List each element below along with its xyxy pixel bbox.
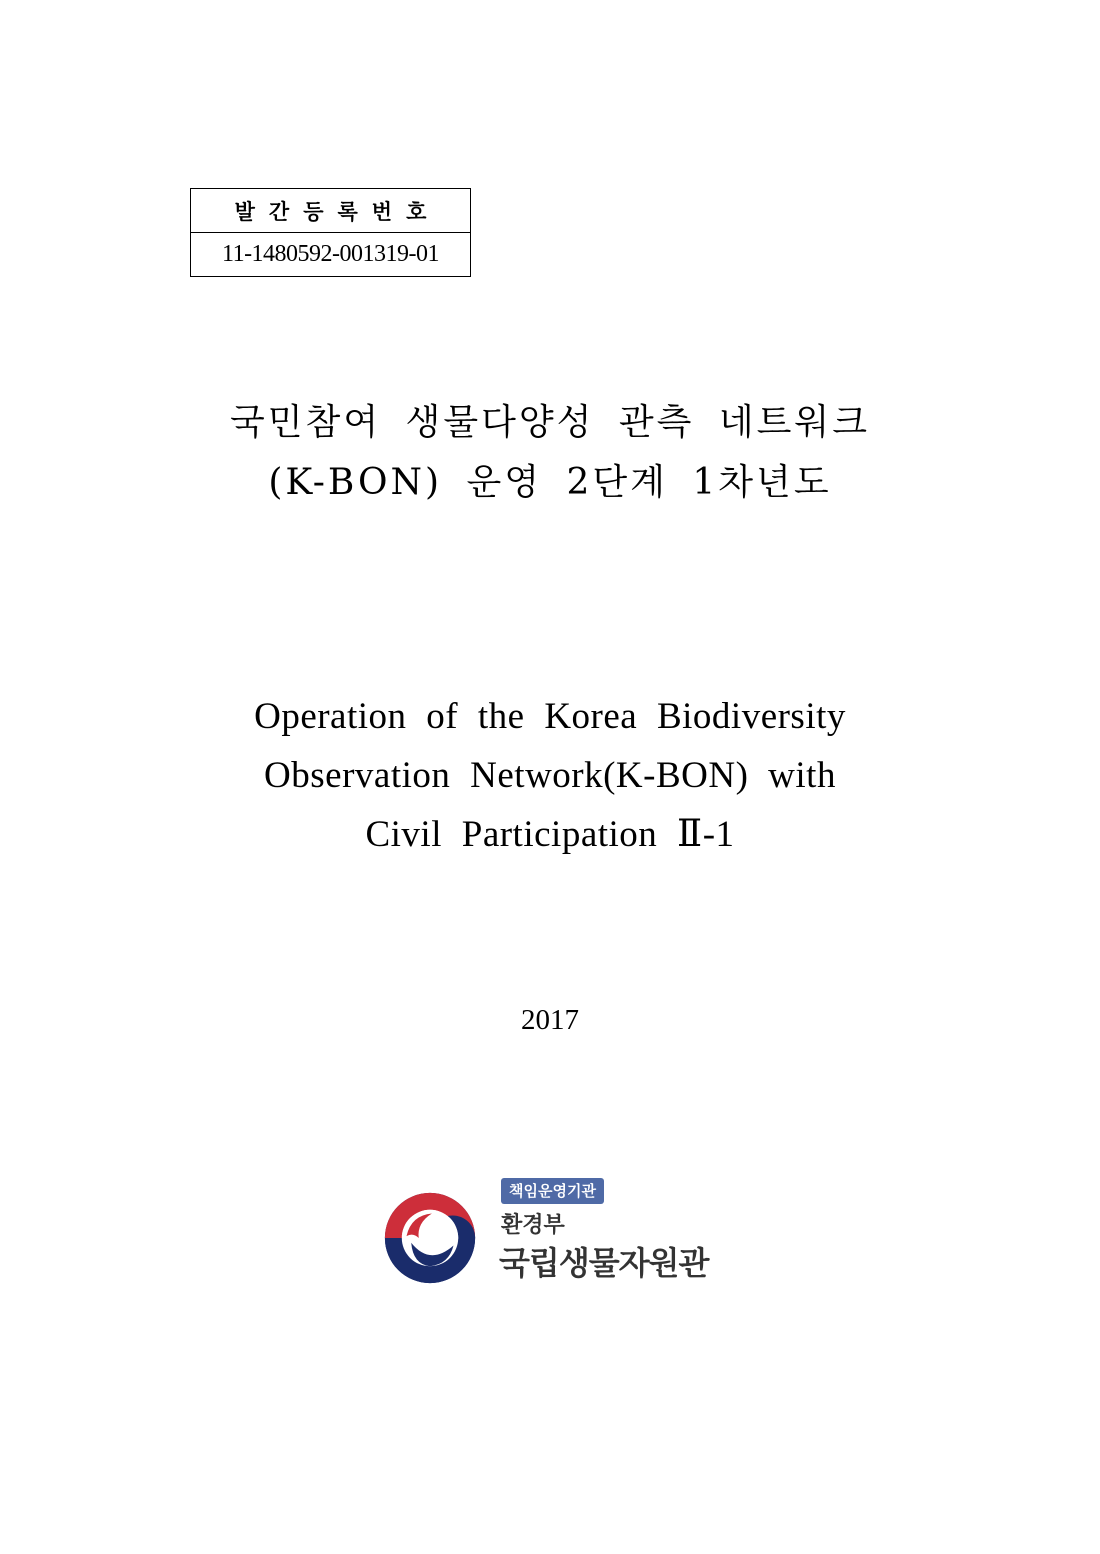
- taegeuk-emblem-icon: [383, 1191, 477, 1285]
- logo-ministry: 환경부: [501, 1213, 565, 1238]
- korean-title-line-2: (K-BON) 운영 2단계 1차년도: [268, 462, 832, 503]
- registration-box: [190, 188, 471, 277]
- english-title-line-1: Operation of the Korea Biodiversity: [254, 696, 846, 737]
- registration-label: 발간등록번호: [191, 189, 471, 233]
- english-title-line-2: Observation Network(K-BON) with: [264, 755, 836, 796]
- korean-title-line-1: 국민참여 생물다양성 관측 네트워크: [230, 402, 870, 443]
- publication-year: 2017: [521, 1004, 579, 1036]
- english-title-line-3: Civil Participation Ⅱ-1: [365, 814, 735, 855]
- organization-logo: [357, 1166, 745, 1288]
- logo-badge: 책임운영기관: [501, 1178, 604, 1204]
- registration-number: 11-1480592-001319-01: [191, 233, 471, 277]
- logo-organization: 국립생물자원관: [499, 1244, 709, 1282]
